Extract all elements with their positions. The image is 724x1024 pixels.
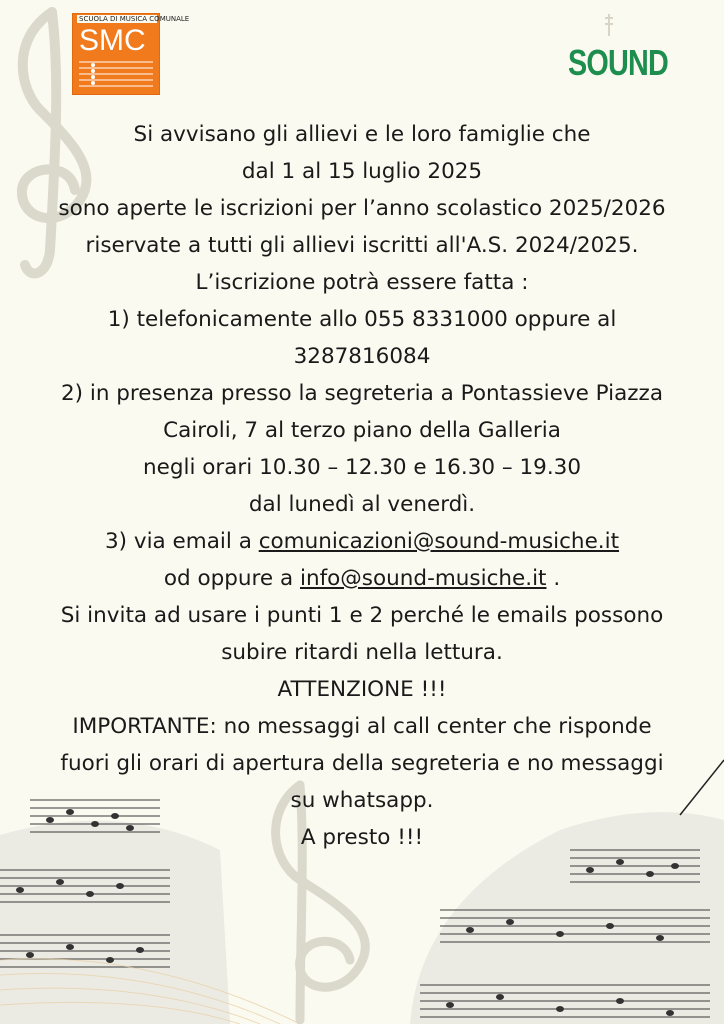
notice-line: dal lunedì al venerdì. (248, 492, 476, 517)
notice-line: sono aperte le iscrizioni per l’anno scolastico 2025/2026 (58, 196, 666, 221)
notice-line: 2) in presenza presso la segreteria a Pontassieve Piazza (60, 381, 664, 406)
email-suffix: . (546, 566, 561, 591)
notice-line: negli orari 10.30 – 12.30 e 16.30 – 19.30 (142, 455, 582, 480)
email-link-comunicazioni[interactable]: comunicazioni@sound-musiche.it (258, 529, 620, 554)
notice-line: su whatsapp. (290, 788, 434, 813)
smc-abbr: SMC (79, 24, 146, 57)
notice-line: subire ritardi nella lettura. (221, 640, 503, 665)
notice-line: riservate a tutti gli allievi iscritti all'A.S. 2024/2025. (85, 233, 639, 258)
notice-line: 1) telefonicamente allo 055 8331000 oppure al (107, 307, 617, 332)
email-link-info[interactable]: info@sound-musiche.it (299, 566, 547, 591)
notice-line (0, 560, 724, 597)
sound-logo: SOUND (568, 42, 669, 83)
phone-number: 3287816084 (293, 344, 431, 369)
notice-line: IMPORTANTE: no messaggi al call center che risponde (72, 714, 652, 739)
notice-line: Si invita ad usare i punti 1 e 2 perché le emails possono (60, 603, 664, 628)
smc-school-name: SCUOLA DI MUSICA COMUNALE (79, 15, 190, 23)
notice-line (0, 523, 724, 560)
notice-line: L’iscrizione potrà essere fatta : (195, 270, 529, 295)
email-prefix: od oppure a (163, 566, 300, 591)
email-prefix: 3) via email a (104, 529, 259, 554)
sound-logo-emblem-icon (600, 12, 618, 38)
notice-line: dal 1 al 15 luglio 2025 (241, 159, 483, 184)
notice-line: fuori gli orari di apertura della segreteria e no messaggi (60, 751, 664, 776)
staff-lines-icon (79, 58, 153, 92)
closing-line: A presto !!! (300, 825, 424, 850)
notice-line: Cairoli, 7 al terzo piano della Galleria (163, 418, 561, 443)
attention-heading: ATTENZIONE !!! (277, 677, 447, 702)
notice-text (0, 116, 724, 856)
smc-logo (72, 13, 190, 95)
notice-line: Si avvisano gli allievi e le loro famiglie che (133, 122, 591, 147)
